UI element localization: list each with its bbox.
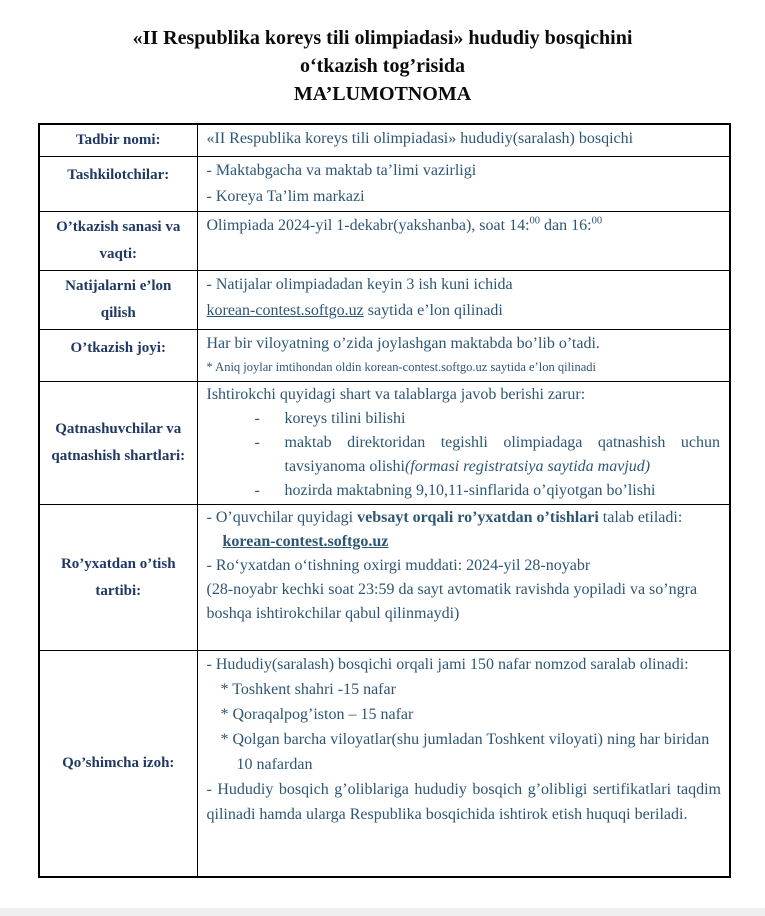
row-label-royxat: Ro’yxatdan o’tish tartibi: bbox=[39, 505, 197, 651]
quota-item: * Qoraqalpog’iston – 15 nafar bbox=[220, 706, 414, 723]
row-value-izoh bbox=[197, 651, 730, 877]
table-row-tashkilotchilar bbox=[39, 157, 730, 212]
venue-note: * Aniq joylar imtihondan oldin korean-contest.softgo.uz saytida e’lon qilinadi bbox=[206, 360, 597, 374]
title-line-2: o‘tkazish tog’risida bbox=[300, 55, 465, 77]
note-paragraph-2: - Hududiy bosqich g’oliblariga hududiy bosqich g’olibligi sertifikatlari taqdim qilinadi hamda ularga Respublika bosqichida ishtirok etish huquqi beriladi. bbox=[206, 781, 721, 823]
row-value-joyi bbox=[197, 330, 730, 382]
table-row-sana-vaqt bbox=[39, 212, 730, 271]
document-title bbox=[30, 24, 735, 108]
website-link[interactable]: korean-contest.softgo.uz bbox=[222, 533, 389, 550]
results-link-line bbox=[207, 298, 722, 324]
venue-line: Har bir viloyatning o’zida joylashgan maktabda bo’lib o’tadi. bbox=[206, 335, 600, 352]
requirement-italic-note: (formasi registratsiya saytida mavjud) bbox=[404, 458, 651, 475]
row-label-joyi: O’tkazish joyi: bbox=[39, 330, 197, 382]
bullet-dash: - bbox=[254, 482, 260, 499]
requirement-item bbox=[207, 407, 722, 431]
requirements-intro: Ishtirokchi quyidagi shart va talablarga javob berishi zarur: bbox=[206, 386, 586, 403]
row-label-natijalar: Natijalarni e’lon qilish bbox=[39, 271, 197, 330]
table-row-izoh bbox=[39, 651, 730, 877]
registration-bold-text: vebsayt orqali ro’yxatdan o’tishlari bbox=[357, 509, 599, 526]
title-line-1: «II Respublika koreys tili olimpiadasi» hududiy bosqichini bbox=[132, 27, 633, 49]
website-link[interactable]: korean-contest.softgo.uz bbox=[206, 302, 364, 319]
bullet-dash: - bbox=[254, 434, 260, 451]
registration-line: - O’quvchilar quyidagi vebsayt orqali ro’yxatdan o’tishlari talab etiladi: bbox=[206, 509, 683, 526]
row-label-sana-vaqt: O’tkazish sanasi va vaqti: bbox=[39, 212, 197, 271]
registration-closing-note: (28-noyabr kechki soat 23:59 da sayt avtomatik ravishda yopiladi va so’ngra boshqa ishtirokchilar qabul qilinmaydi) bbox=[206, 581, 698, 622]
bottom-strip bbox=[0, 908, 765, 916]
time-superscript: 00 bbox=[529, 215, 541, 227]
requirement-item bbox=[207, 431, 722, 479]
requirement-item bbox=[207, 479, 722, 503]
row-value-qatnashuvchilar bbox=[197, 382, 730, 505]
date-text: Olimpiada 2024-yil 1-dekabr(yakshanba), soat 14: bbox=[206, 217, 530, 234]
row-label-qatnashuvchilar: Qatnashuvchilar va qatnashish shartlari: bbox=[39, 382, 197, 505]
event-name-text: «II Respublika koreys tili olimpiadasi» hududiy(saralash) bosqichi bbox=[206, 130, 634, 147]
row-label-tashkilotchilar: Tashkilotchilar: bbox=[39, 157, 197, 212]
registration-deadline-line: - Ro‘yxatdan o‘tishning oxirgi muddati: 2024-yil 28-noyabr bbox=[206, 557, 591, 574]
row-value-royxat bbox=[197, 505, 730, 651]
results-after-link: saytida e’lon qilinadi bbox=[363, 302, 503, 319]
table-row-qatnashuvchilar bbox=[39, 382, 730, 505]
quota-item: * Toshkent shahri -15 nafar bbox=[220, 681, 396, 698]
row-label-izoh: Qo’shimcha izoh: bbox=[39, 651, 197, 877]
registration-link-line bbox=[207, 530, 722, 554]
row-label-tadbir-nomi: Tadbir nomi: bbox=[39, 124, 197, 157]
note-paragraph-1: - Hududiy(saralash) bosqichi orqali jami 150 nafar nomzod saralab olinadi: bbox=[206, 656, 689, 673]
page bbox=[0, 24, 765, 916]
info-table bbox=[38, 123, 731, 878]
results-line: - Natijalar olimpiadadan keyin 3 ish kuni ichida bbox=[206, 276, 513, 293]
row-value-natijalar bbox=[197, 271, 730, 330]
row-value-sana-vaqt bbox=[197, 212, 730, 271]
requirement-text: koreys tilini bilishi bbox=[284, 410, 406, 427]
table-row-royxat bbox=[39, 505, 730, 651]
organizer-line: - Maktabgacha va maktab ta’limi vazirligi bbox=[206, 162, 477, 179]
row-value-tashkilotchilar bbox=[197, 157, 730, 212]
organizer-line: - Koreya Ta’lim markazi bbox=[206, 188, 365, 205]
quota-item: * Qolgan barcha viloyatlar(shu jumladan Toshkent viloyati) ning har biridan 10 nafardan bbox=[220, 731, 710, 773]
bullet-dash: - bbox=[254, 410, 260, 427]
time-superscript: 00 bbox=[591, 215, 603, 227]
row-value-tadbir-nomi bbox=[197, 124, 730, 157]
title-line-3: MA’LUMOTNOMA bbox=[293, 83, 472, 105]
table-row-tadbir-nomi bbox=[39, 124, 730, 157]
table-row-natijalar bbox=[39, 271, 730, 330]
table-row-joyi bbox=[39, 330, 730, 382]
date-text: dan 16: bbox=[540, 217, 592, 234]
requirement-text: hozirda maktabning 9,10,11-sinflarida o’qiyotgan bo’lishi bbox=[284, 482, 656, 499]
requirement-text: maktab direktoridan tegishli olimpiadaga qatnashish uchun tavsiyanoma olishi(formasi registratsiya saytida mavjud) bbox=[284, 434, 720, 475]
